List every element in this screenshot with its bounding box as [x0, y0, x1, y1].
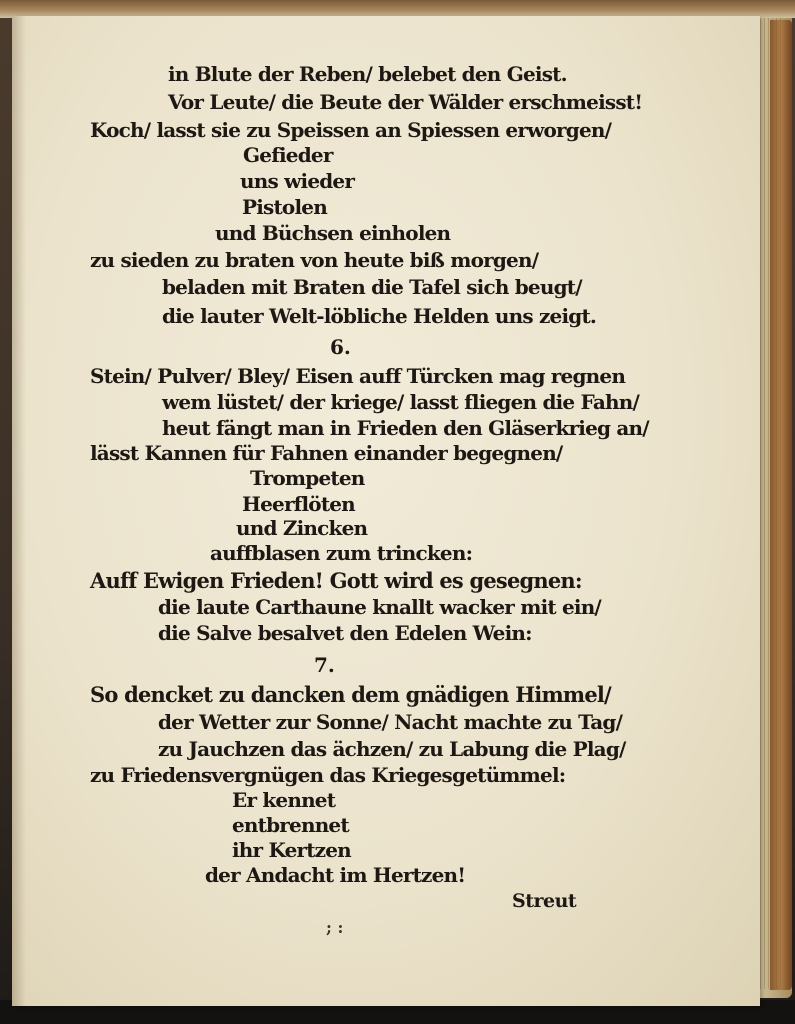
verse-line: beladen mit Braten die Tafel sich beugt/: [162, 275, 582, 299]
verse-line: die laute Carthaune knallt wacker mit ein/: [158, 595, 601, 619]
verse-line: zu Friedensvergnügen das Kriegesgetümmel:: [90, 763, 566, 787]
page-gutter-shadow: [12, 16, 26, 1006]
verse-line: So dencket zu dancken dem gnädigen Himmel/: [90, 682, 611, 707]
verse-line: Trompeten: [250, 466, 365, 490]
verse-line: Gefieder: [243, 143, 333, 167]
verse-line: die lauter Welt-löbliche Helden uns zeigt.: [162, 304, 597, 328]
stanza-number: 6.: [330, 335, 351, 359]
verse-line: zu sieden zu braten von heute biß morgen/: [90, 248, 539, 272]
verse-line: auffblasen zum trincken:: [210, 541, 473, 565]
verse-line: und Zincken: [236, 516, 368, 540]
verse-line: entbrennet: [232, 813, 349, 837]
verse-line: Vor Leute/ die Beute der Wälder erschmeisst!: [168, 90, 643, 114]
signature-mark: ; :: [326, 918, 344, 937]
verse-line: Heerflöten: [242, 492, 355, 516]
verse-line: zu Jauchzen das ächzen/ zu Labung die Plag/: [158, 737, 626, 761]
verse-line: der Andacht im Hertzen!: [205, 863, 466, 887]
verse-line: die Salve besalvet den Edelen Wein:: [158, 621, 532, 645]
verse-line: uns wieder: [240, 169, 355, 193]
verse-line: lässt Kannen für Fahnen einander begegnen/: [90, 441, 563, 465]
verse-line: und Büchsen einholen: [215, 221, 451, 245]
verse-line: in Blute der Reben/ belebet den Geist.: [168, 62, 567, 86]
verse-line: Pistolen: [242, 195, 327, 219]
verse-line: Auff Ewigen Frieden! Gott wird es gesegnen:: [90, 568, 582, 593]
verse-line: Koch/ lasst sie zu Speissen an Spiessen erworgen/: [90, 118, 612, 142]
stanza-number: 7.: [314, 653, 335, 677]
book-page: [12, 16, 760, 1006]
verse-line: der Wetter zur Sonne/ Nacht machte zu Tag/: [158, 710, 623, 734]
verse-line: ihr Kertzen: [232, 838, 351, 862]
verse-line: heut fängt man in Frieden den Gläserkrieg an/: [162, 416, 649, 440]
verse-line: wem lüstet/ der kriege/ lasst fliegen die Fahn/: [162, 390, 639, 414]
verse-line: Er kennet: [232, 788, 336, 812]
catchword: Streut: [512, 890, 577, 912]
verse-line: Stein/ Pulver/ Bley/ Eisen auff Türcken mag regnen: [90, 364, 626, 388]
